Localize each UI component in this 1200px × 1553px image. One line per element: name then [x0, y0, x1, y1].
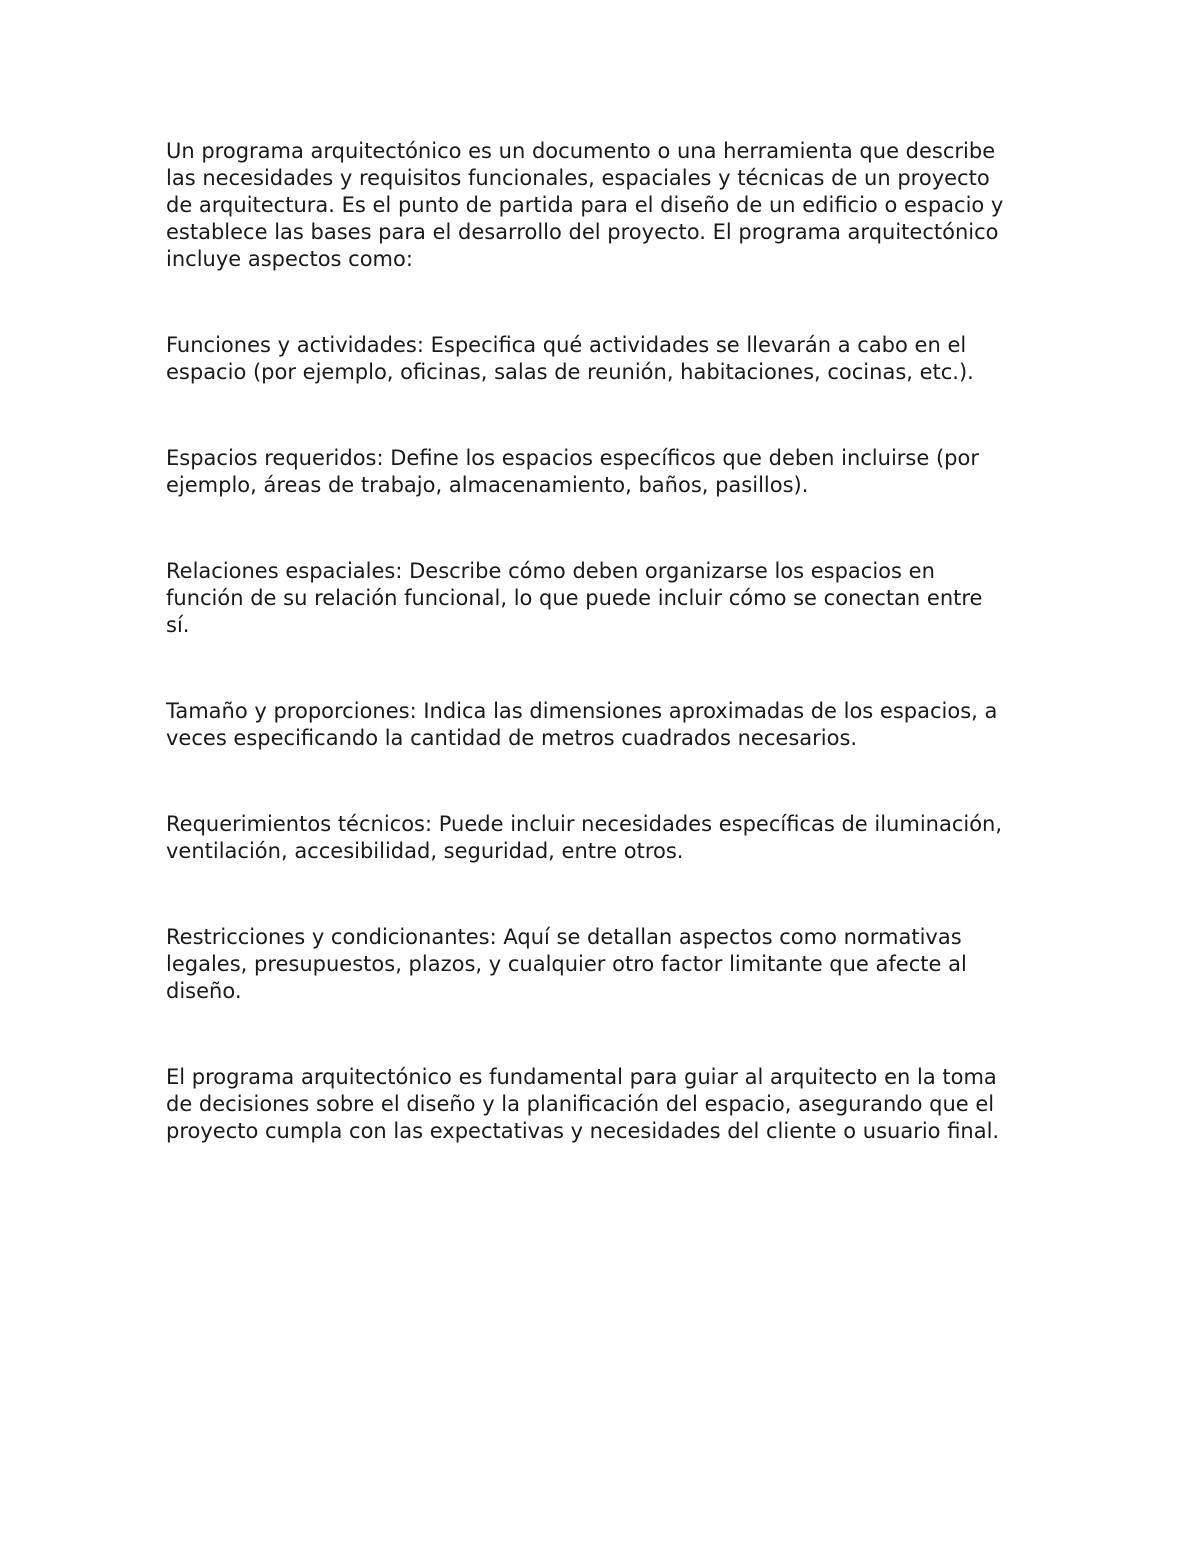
paragraph-tamano-proporciones: Tamaño y proporciones: Indica las dimensiones aproximadas de los espacios, a veces especificando la cantidad de metros cuadrados necesarios.	[166, 699, 998, 750]
paragraph-relaciones-espaciales: Relaciones espaciales: Describe cómo deben organizarse los espacios en función de su relación funcional, lo que puede incluir cómo se conectan entre sí.	[166, 559, 983, 637]
paragraph-restricciones: Restricciones y condicionantes: Aquí se detallan aspectos como normativas legales, presupuestos, plazos, y cualquier otro factor limitante que afecte al diseño.	[166, 925, 967, 1003]
paragraph-requerimientos-tecnicos: Requerimientos técnicos: Puede incluir necesidades específicas de iluminación, ventilación, accesibilidad, seguridad, entre otros.	[166, 812, 1003, 863]
paragraph-conclusion: El programa arquitectónico es fundamental para guiar al arquitecto en la toma de decisiones sobre el diseño y la planificación del espacio, asegurando que el proyecto cumpla con las expectativas y necesidades del cliente o usuario final.	[166, 1065, 1000, 1143]
paragraph-espacios-requeridos: Espacios requeridos: Define los espacios específicos que deben incluirse (por ejemplo, áreas de trabajo, almacenamiento, baños, pasillos).	[166, 446, 979, 497]
document-body	[166, 138, 1046, 1145]
paragraph-funciones-actividades: Funciones y actividades: Especifica qué actividades se llevarán a cabo en el espacio (por ejemplo, oficinas, salas de reunión, habitaciones, cocinas, etc.).	[166, 333, 974, 384]
paragraph-intro: Un programa arquitectónico es un documento o una herramienta que describe las necesidades y requisitos funcionales, espaciales y técnicas de un proyecto de arquitectura. Es el punto de partida para el diseño de un edificio o espacio y establece las bases para el desarrollo del proyecto. El programa arquitectónico incluye aspectos como:	[166, 139, 1004, 271]
